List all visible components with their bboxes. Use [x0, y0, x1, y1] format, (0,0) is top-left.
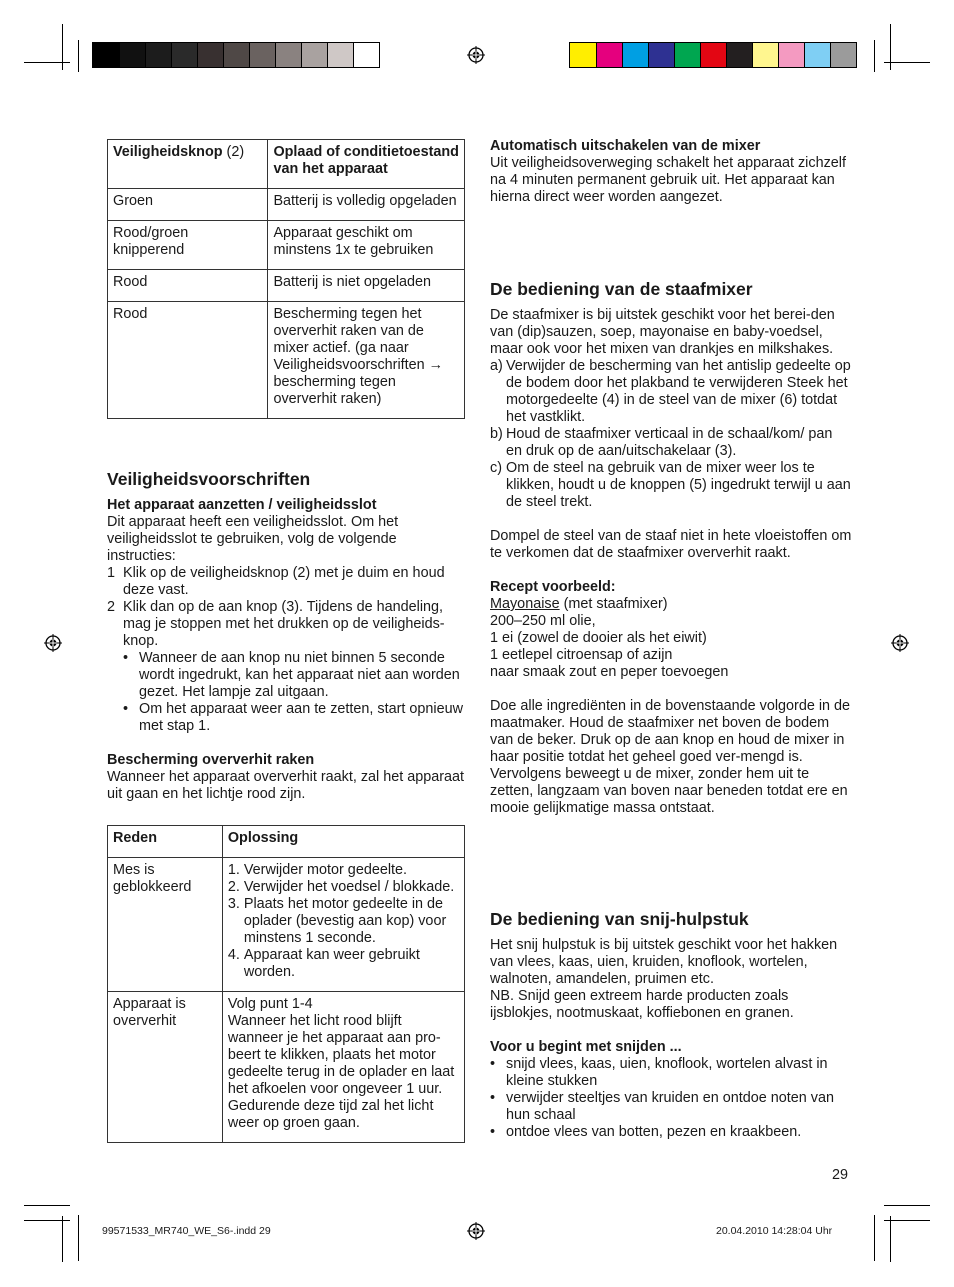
registration-mark-icon	[891, 634, 909, 652]
table-row	[108, 992, 465, 1143]
color-swatch	[596, 43, 622, 67]
color-calibration-bar	[569, 42, 857, 68]
paragraph: De staafmixer is bij uitstek geschikt voor het berei-den van (dip)sauzen, soep, mayonaise en baby-voedsel, maar ook voor het mixen van drankjes en milkshakes.	[490, 307, 835, 357]
color-swatch	[752, 43, 778, 67]
paragraph: Het snij hulpstuk is bij uitstek geschikt voor het hakken van vlees, kaas, uien, kruiden, knoflook, wortelen, walnoten, amandelen, pruimen etc.	[490, 937, 838, 987]
crop-mark	[24, 1220, 70, 1221]
footer-file: 99571533_MR740_WE_S6-.indd 29	[102, 1225, 271, 1237]
color-swatch	[171, 43, 197, 67]
crop-mark	[24, 62, 70, 63]
crop-mark	[890, 24, 891, 70]
paragraph: Wanneer het apparaat oververhit raakt, zal het apparaat uit gaan en het lichtje rood zijn.	[107, 769, 465, 802]
table-cell: Mes is geblokkeerd	[108, 858, 223, 992]
color-swatch	[145, 43, 171, 67]
list-item: 2. Verwijder het voedsel / blokkade.	[227, 879, 455, 895]
color-swatch	[674, 43, 700, 67]
color-swatch	[197, 43, 223, 67]
steps-list	[107, 565, 469, 650]
section-heading: Veiligheidsvoorschriften	[107, 469, 311, 489]
snij-section	[490, 937, 852, 1141]
table-header-cell: Oplaad of conditietoestand van het apparaat	[268, 140, 465, 189]
table-cell	[222, 858, 464, 992]
registration-mark-icon	[467, 46, 485, 64]
recipe-line: 200–250 ml olie,	[490, 613, 596, 629]
list-item: • Wanneer de aan knop nu niet binnen 5 seconde wordt ingedrukt, kan het apparaat niet aan worden gezet. Het lampje zal uitgaan.	[123, 650, 460, 700]
crop-mark	[874, 40, 875, 72]
subheading: Het apparaat aanzetten / veiligheidsslot	[107, 497, 377, 513]
color-swatch	[93, 43, 119, 67]
crop-mark	[78, 40, 79, 72]
paragraph: Doe alle ingrediënten in de bovenstaande volgorde in de maatmaker. Houd de staafmixer net boven de bodem van de beker. Druk op de aan knop en houd de mixer in haar positie totdat het geheel goed ver-mengd is. Vervolgens beweegt u de mixer, zonder hem uit te zetten, langzaam van boven naar beneden totdat ere en mooie gelijkmatige massa ontstaat.	[490, 698, 851, 816]
table-header-cell: Oplossing	[222, 826, 464, 858]
table-cell: Bescherming tegen het oververhit raken van de mixer actief. (ga naar Veiligheidsvoorschriften → bescherming tegen oververhit raken)	[268, 302, 465, 419]
safety-section	[107, 497, 469, 803]
steps-list	[490, 358, 852, 511]
list-item: • Om het apparaat weer aan te zetten, start opnieuw met stap 1.	[123, 701, 463, 734]
table-row	[108, 302, 465, 419]
table-cell: Groen	[108, 189, 268, 221]
color-swatch	[275, 43, 301, 67]
subheading: Bescherming oververhit raken	[107, 752, 315, 768]
section-heading: De bediening van de staafmixer	[490, 279, 753, 299]
table-cell: Volg punt 1-4 Wanneer het licht rood blijft wanneer je het apparaat aan pro-beert te klikken, plaats het motor gedeelte terug in de oplader en laat het afkoelen voor ongeveer 1 uur. Gedurende deze tijd zal het licht weer op groen gaan.	[222, 992, 464, 1143]
table-cell: Rood	[108, 302, 268, 419]
registration-mark-icon	[467, 1222, 485, 1240]
bullet-list	[490, 1056, 852, 1141]
paragraph: Uit veiligheidsoverweging schakelt het apparaat zichzelf na 4 minuten permanent gebruik uit. Het apparaat kan hierna direct weer worden aangezet.	[490, 155, 846, 205]
crop-mark	[62, 24, 63, 70]
color-swatch	[726, 43, 752, 67]
crop-mark	[78, 1215, 79, 1261]
color-swatch	[301, 43, 327, 67]
recipe-line: 1 eetlepel citroensap of azijn	[490, 647, 673, 663]
list-item: 1 Klik op de veiligheidsknop (2) met je duim en houd deze vast.	[107, 565, 445, 598]
list-item: 2 Klik dan op de aan knop (3). Tijdens de handeling, mag je stoppen met het drukken op de veiligheids-knop.	[107, 599, 445, 649]
bullet-list	[107, 650, 469, 735]
list-item: b) Houd de staafmixer verticaal in de schaal/kom/ pan en druk op de aan/uitschakelaar (3).	[490, 426, 833, 459]
staafmixer-section	[490, 307, 852, 817]
table-header-row	[108, 140, 465, 189]
subheading: Recept voorbeeld:	[490, 579, 616, 595]
registration-mark-icon	[44, 634, 62, 652]
paragraph: NB. Snijd geen extreem harde producten zoals ijsblokjes, nootmuskaat, koffiebonen en granen.	[490, 988, 794, 1021]
table-row	[108, 189, 465, 221]
table-header-row	[108, 826, 465, 858]
table-row	[108, 221, 465, 270]
table-row	[108, 858, 465, 992]
crop-mark	[874, 1215, 875, 1261]
crop-mark	[62, 1216, 63, 1262]
color-swatch	[648, 43, 674, 67]
table-row	[108, 270, 465, 302]
crop-mark	[890, 1216, 891, 1262]
color-swatch	[223, 43, 249, 67]
color-swatch	[119, 43, 145, 67]
crop-mark	[884, 62, 930, 63]
table-cell: Apparaat geschikt om minstens 1x te gebruiken	[268, 221, 465, 270]
color-swatch	[700, 43, 726, 67]
table-cell: Rood	[108, 270, 268, 302]
list-item: 1. Verwijder motor gedeelte.	[227, 862, 408, 878]
list-item: • ontdoe vlees van botten, pezen en kraakbeen.	[490, 1124, 802, 1140]
crop-mark	[884, 1205, 930, 1206]
status-table	[107, 139, 465, 419]
paragraph: Dit apparaat heeft een veiligheidsslot. Om het veiligheidsslot te gebruiken, volg de volgende instructies:	[107, 514, 399, 564]
grayscale-calibration-bar	[92, 42, 380, 68]
recipe-name: Mayonaise (met staafmixer)	[490, 596, 668, 612]
color-swatch	[570, 43, 596, 67]
crop-mark	[24, 1205, 70, 1206]
color-swatch	[353, 43, 379, 67]
table-cell: Rood/groen knipperend	[108, 221, 268, 270]
subheading: Voor u begint met snijden ...	[490, 1039, 682, 1055]
list-item: • snijd vlees, kaas, uien, knoflook, wortelen alvast in kleine stukken	[490, 1056, 828, 1089]
table-header-cell: Reden	[108, 826, 223, 858]
table-cell: Batterij is volledig opgeladen	[268, 189, 465, 221]
color-swatch	[622, 43, 648, 67]
list-item: a) Verwijder de bescherming van het antislip gedeelte op de bodem door het plakband te verwijderen Steek het motorgedeelte (4) in de steel van de mixer (6) totdat het vastklikt.	[490, 358, 851, 425]
troubleshooting-table	[107, 825, 465, 1143]
list-item: • verwijder steeltjes van kruiden en ontdoe noten van hun schaal	[490, 1090, 834, 1123]
list-item: 4. Apparaat kan weer gebruikt worden.	[227, 947, 420, 980]
footer-date: 20.04.2010 14:28:04 Uhr	[716, 1225, 833, 1237]
section-heading: De bediening van snij-hulpstuk	[490, 909, 749, 929]
color-swatch	[249, 43, 275, 67]
color-swatch	[778, 43, 804, 67]
table-cell: Apparaat is oververhit	[108, 992, 223, 1143]
warning-paragraph: Dompel de steel van de staaf niet in hete vloeistoffen om te verkomen dat de staafmixer oververhit raakt.	[490, 528, 852, 561]
color-swatch	[830, 43, 856, 67]
page-number: 29	[831, 1167, 848, 1183]
recipe-line: 1 ei (zowel de dooier als het eiwit)	[490, 630, 707, 646]
auto-off-section	[490, 138, 850, 206]
color-swatch	[327, 43, 353, 67]
table-header-cell: Veiligheidsknop (2)	[108, 140, 268, 189]
solution-list	[228, 862, 459, 981]
color-swatch	[804, 43, 830, 67]
table-cell: Batterij is niet opgeladen	[268, 270, 465, 302]
subheading: Automatisch uitschakelen van de mixer	[490, 138, 761, 154]
recipe-line: naar smaak zout en peper toevoegen	[490, 664, 729, 680]
crop-mark	[884, 1220, 930, 1221]
list-item: c) Om de steel na gebruik van de mixer weer los te klikken, houdt u de knoppen (5) ingedrukt terwijl u aan de steel trekt.	[490, 460, 851, 510]
list-item: 3. Plaats het motor gedeelte in de oplader (bevestig aan kop) voor minstens 1 seconde.	[227, 896, 447, 946]
